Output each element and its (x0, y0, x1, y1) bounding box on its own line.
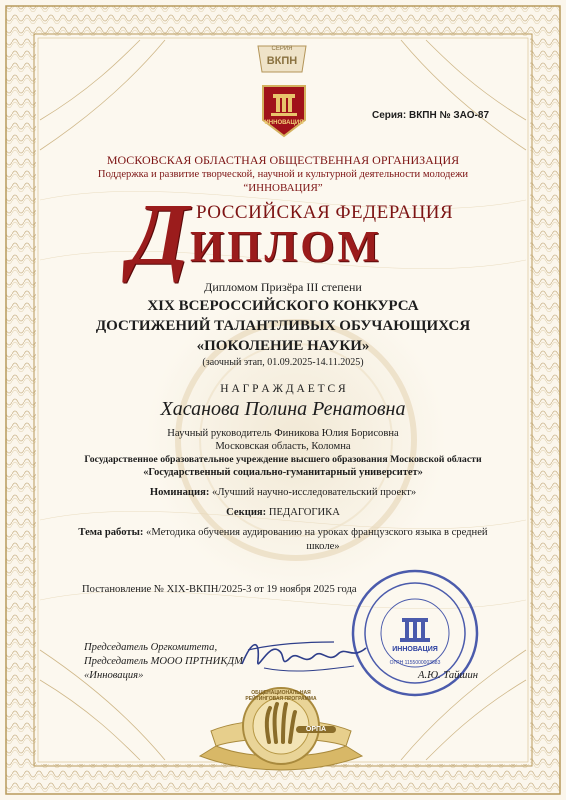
institution-line-1: Государственное образовательное учреждение высшего образования Московской области (84, 454, 482, 465)
signatory-name: А.Ю. Тайшин (418, 670, 479, 681)
award-degree: Дипломом Призёра III степени (204, 280, 362, 294)
top-emblem (254, 42, 310, 76)
section-row (40, 507, 526, 518)
topic-value-line-1: «Методика обучения аудированию на уроках французского языка в средней (146, 527, 488, 538)
nomination-label: Номинация: (149, 487, 210, 498)
contest-line-2: ДОСТИЖЕНИЙ ТАЛАНТЛИВЫХ ОБУЧАЮЩИХСЯ (95, 318, 471, 334)
decree: Постановление № XIX-ВКПН/2025-3 от 19 ноября 2025 года (82, 584, 357, 595)
stamp-ogrn: ОГРН 1155000003683 (389, 660, 441, 666)
nomination-row (40, 487, 526, 498)
org-mission: Поддержка и развитие творческой, научной и культурной деятельности молодежи (97, 169, 469, 180)
contest-line-3: «ПОКОЛЕНИЕ НАУКИ» (196, 338, 370, 354)
section-value: ПЕДАГОГИКА (268, 507, 340, 518)
institution-line-2: «Государственный социально-гуманитарный университет» (143, 467, 423, 478)
emblem-word: СЕРИЯ (271, 46, 293, 52)
country-title: РОССИЙСКАЯ ФЕДЕРАЦИЯ (196, 202, 454, 223)
bottom-seal (196, 676, 366, 772)
section-label: Секция: (226, 507, 267, 518)
signatory-title-2: Председатель МООО ПРТНИКДМ (84, 656, 243, 667)
series-number: Серия: ВКПН № ЗАО-87 (372, 110, 490, 121)
topic-label: Тема работы: (78, 527, 144, 538)
stamp-center-text: ИННОВАЦИЯ (392, 646, 438, 653)
topic-row (40, 527, 526, 538)
logo-text: ИННОВАЦИЯ (264, 120, 304, 126)
contest-line-1: XIX ВСЕРОССИЙСКОГО КОНКУРСА (147, 298, 419, 314)
contest-stage: (заочный этап, 01.09.2025-14.11.2025) (202, 357, 364, 368)
nomination-value: «Лучший научно-исследовательский проект» (212, 487, 417, 498)
innovation-logo (257, 82, 311, 138)
seal-brand: ОРПА (296, 726, 336, 733)
logo-crest-icon (257, 82, 311, 138)
awarded-heading: Н А Г Р А Ж Д А Е Т С Я (220, 383, 346, 395)
signatory-title-1: Председатель Оргкомитета, (84, 642, 218, 653)
signatory-title-3: «Инновация» (84, 670, 144, 681)
org-name: МОСКОВСКАЯ ОБЛАСТНАЯ ОБЩЕСТВЕННАЯ ОРГАНИЗАЦИЯ (106, 153, 460, 167)
diploma-title: ИПЛОМ (190, 222, 382, 271)
org-short-name: “ИННОВАЦИЯ” (243, 182, 323, 194)
supervisor: Научный руководитель Финикова Юлия Борисовна (167, 428, 399, 439)
diploma-initial: Д (128, 187, 190, 284)
recipient-name: Хасанова Полина Ренатовна (160, 398, 406, 420)
location: Московская область, Коломна (215, 441, 351, 452)
topic-value-line-2: школе» (306, 541, 340, 552)
seal-ring-text: ОБЩЕНАЦИОНАЛЬНАЯ РЕЙТИНГОВАЯ ПРОГРАММА (245, 690, 317, 702)
emblem-code: ВКПН (266, 55, 298, 67)
